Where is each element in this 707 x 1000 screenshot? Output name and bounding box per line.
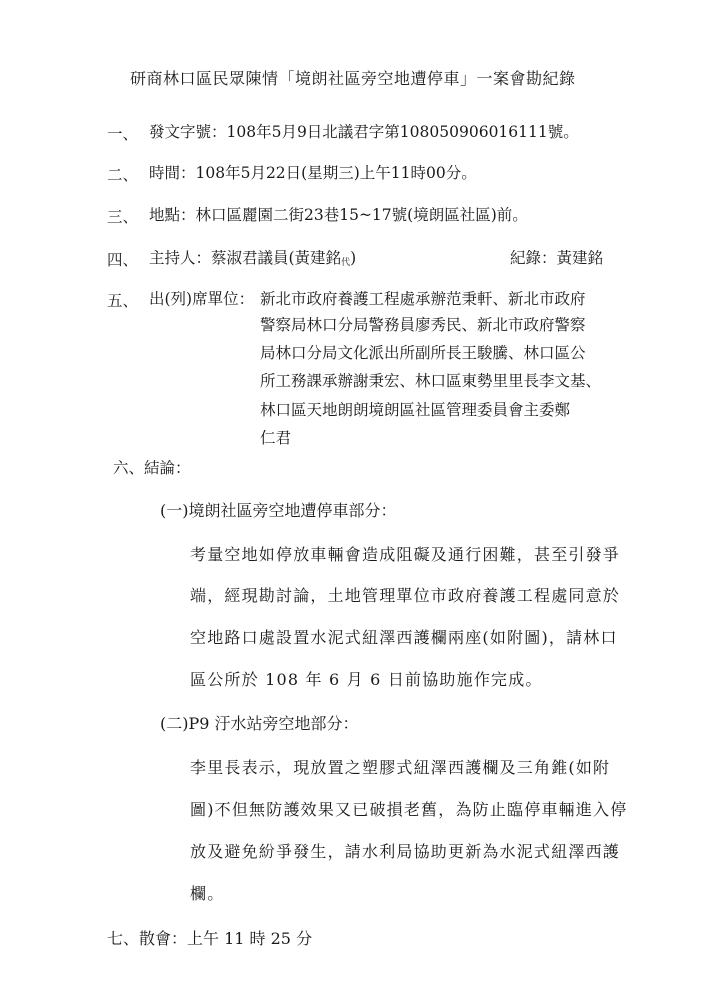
conclusion-section-heading-1: (一)境朗社區旁空地遭停車部分： <box>160 501 397 520</box>
host-close: ) <box>350 249 357 267</box>
conclusion-heading: 六、結論： <box>113 459 191 477</box>
attendees-line: 林口區天地朗朗境朗區社區管理委員會主委鄭 <box>260 401 571 419</box>
attendees-line: 所工務課承辦謝秉宏、林口區東勢里里長李文基、 <box>260 372 602 390</box>
item-number-2: 二、 <box>107 166 139 184</box>
attendees-line: 警察局林口分局警務員廖秀民、新北市政府警察 <box>260 316 586 334</box>
attendees-line: 新北市政府養護工程處承辦范秉軒、新北市政府 <box>260 290 586 308</box>
recorder-text: 紀錄：黃建銘 <box>510 249 604 267</box>
item-text-location: 地點：林口區麗園二街23巷15~17號(境朗區社區)前。 <box>149 206 528 224</box>
conclusion-paragraph-line: 端，經現勘討論，土地管理單位市政府養護工程處同意於 <box>190 586 621 605</box>
item-number-3: 三、 <box>107 208 139 226</box>
item-number-5: 五、 <box>107 292 139 310</box>
host-line <box>149 246 356 268</box>
item-text-document-number: 發文字號：108年5月9日北議君字第108050906016111號。 <box>149 123 579 141</box>
conclusion-paragraph-line: 放及避免紛爭發生，請水利局協助更新為水泥式紐澤西護 <box>190 842 621 861</box>
conclusion-paragraph-line: 李里長表示，現放置之塑膠式紐澤西護欄及三角錐(如附 <box>190 758 611 777</box>
host-sign-mark: 代 <box>341 258 351 268</box>
item-number-4: 四、 <box>107 251 139 269</box>
conclusion-section-heading-2: (二)P9 汙水站旁空地部分： <box>160 714 359 733</box>
item-number-1: 一、 <box>107 125 139 143</box>
conclusion-paragraph-line: 空地路口處設置水泥式紐澤西護欄兩座(如附圖)，請林口 <box>190 628 618 647</box>
item-text-time: 時間：108年5月22日(星期三)上午11時00分。 <box>149 164 477 182</box>
adjourn-line: 七、散會：上午 11 時 25 分 <box>107 929 313 948</box>
conclusion-paragraph-line: 區公所於 108 年 6 月 6 日前協助施作完成。 <box>190 670 543 689</box>
conclusion-paragraph-line: 圖)不但無防護效果又已破損老舊，為防止臨停車輛進入停 <box>190 800 628 819</box>
attendees-line: 仁君 <box>260 429 292 447</box>
conclusion-paragraph-line: 欄。 <box>190 884 225 903</box>
host-label: 主持人：蔡淑君議員(黃建銘 <box>149 249 342 267</box>
document-title: 研商林口區民眾陳情「境朗社區旁空地遭停車」一案會勘紀錄 <box>130 69 576 88</box>
attendees-line: 局林口分局文化派出所副所長王駿騰、林口區公 <box>260 344 586 362</box>
conclusion-paragraph-line: 考量空地如停放車輛會造成阻礙及通行困難，甚至引發爭 <box>190 545 621 564</box>
attendees-label: 出(列)席單位： <box>149 290 255 308</box>
